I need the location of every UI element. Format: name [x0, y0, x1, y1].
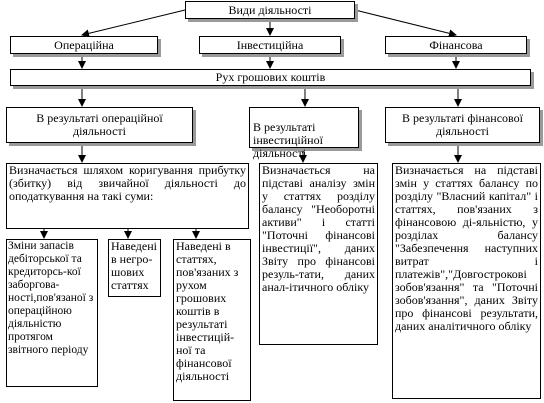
- investing-result-box: [249, 107, 359, 160]
- investing-activity-label: Інвестиційна: [236, 37, 304, 52]
- cashflow-title: Рух грошових коштів: [215, 70, 326, 84]
- operating-description-box: [6, 163, 249, 229]
- operating-description: Визначається шляхом коригування прибутку (збитку) від звичайної діяльності до оподаткування на такі суми:: [9, 163, 246, 203]
- working-capital-changes-text: Зміни запасів дебіторської та кредиторсь-кої заборгова-ності,пов'язаної з операційною діяльністю протягом звітного періоду: [8, 240, 94, 356]
- financing-activity-box: [385, 36, 527, 54]
- investing-financing-items-box: [173, 239, 251, 401]
- investing-result-label: В результаті інвестиційної діяльності: [253, 120, 323, 160]
- investing-activity-box: [199, 36, 341, 54]
- financing-result-box: [385, 107, 540, 143]
- financing-description: Визначається на підставі змін у статтях балансу по розділу "Власний капітал" і статтях, пов'язаних з фінансовою ді-яльністю, у розділах балансу "Забезпечення наступних витрат і платежів","Довгострокові зобов'язання" та "Поточні зобов'язання", даних Звіту про фінансові результати, даних аналітичного обліку: [395, 163, 538, 333]
- working-capital-changes-box: [6, 239, 98, 387]
- activity-types-title: Види діяльності: [228, 2, 312, 17]
- investing-description-box: [259, 163, 378, 345]
- investing-description: Визначається на підставі аналізу змін у статтях розділу балансу "Необоротні активи" і статті "Поточні фінансові інвестиції", даних Звіту про фінансові резуль-тати, даних анал-ітичного обліку: [262, 163, 375, 294]
- financing-result-label: В результаті фінансової діяльності: [402, 111, 523, 138]
- financing-description-box: [392, 163, 541, 399]
- activity-types-box: [185, 1, 355, 19]
- investing-financing-items-text: Наведені в статтях, пов'язаних з рухом грошових коштів в результаті інвестицій-ної та фінансової діяльності: [176, 239, 239, 383]
- operating-result-label: В результаті операційної діяльності: [36, 111, 163, 138]
- operating-activity-box: [10, 36, 158, 54]
- noncash-items-text: Наведені в негро-шових статтях: [111, 239, 157, 292]
- operating-activity-label: Операційна: [54, 37, 114, 52]
- cashflow-box: [10, 69, 531, 86]
- financing-activity-label: Фінансова: [429, 37, 483, 52]
- operating-result-box: [6, 107, 193, 143]
- noncash-items-box: [108, 239, 161, 297]
